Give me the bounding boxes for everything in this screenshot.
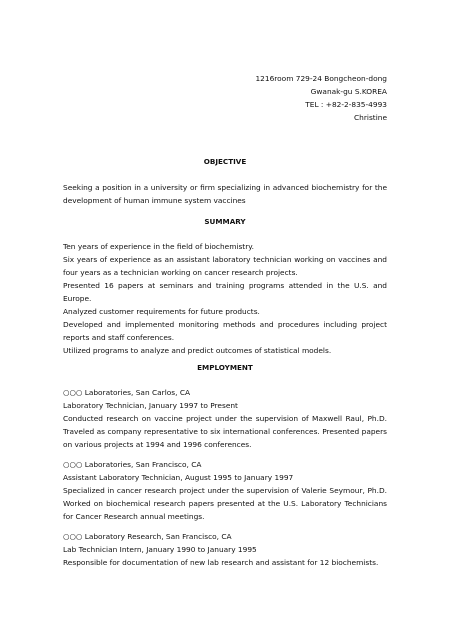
summary-item: Developed and implemented monitoring methods and procedures including project reports and staff conferences. xyxy=(63,320,387,342)
summary-section xyxy=(63,240,387,357)
employment-heading: EMPLOYMENT xyxy=(197,363,253,372)
job-description: Specialized in cancer research project under the supervision of Valerie Seymour, Ph.D. Worked on biochemical research papers presented at the U.S. Laboratory Technicians for Cancer Research annual meetings. xyxy=(63,486,387,521)
employment-entry xyxy=(63,530,387,569)
job-title: Laboratory Technician, January 1997 to Present xyxy=(63,401,238,410)
job-title: Lab Technician Intern, January 1990 to January 1995 xyxy=(63,545,257,554)
summary-item: Six years of experience as an assistant laboratory technician working on vaccines and four years as a technician working on cancer research projects. xyxy=(63,255,387,277)
employment-entry xyxy=(63,458,387,523)
summary-heading: SUMMARY xyxy=(204,217,246,226)
objective-section xyxy=(63,181,387,207)
job-description: Conducted research on vaccine project under the supervision of Maxwell Raul, Ph.D. Traveled as company representative to six international conferences. Presented papers on various projects at 1994 and 1996 conferences. xyxy=(63,414,387,449)
telephone: TEL : +82-2-835-4993 xyxy=(305,100,387,109)
summary-item: Ten years of experience in the field of biochemistry. xyxy=(63,242,254,251)
objective-heading: OBJECTIVE xyxy=(203,157,247,166)
summary-item: Presented 16 papers at seminars and training programs attended in the U.S. and Europe. xyxy=(63,281,387,303)
contact-block xyxy=(255,72,387,124)
employer: ○○○ Laboratory Research, San Francisco, CA xyxy=(63,532,232,541)
applicant-name: Christine xyxy=(354,113,387,122)
address-district: Gwanak-gu S.KOREA xyxy=(310,87,387,96)
address-street: 1216room 729-24 Bongcheon-dong xyxy=(255,74,387,83)
employer: ○○○ Laboratories, San Carlos, CA xyxy=(63,388,191,397)
objective-text: Seeking a position in a university or firm specializing in advanced biochemistry for the development of human immune system vaccines xyxy=(63,183,387,205)
employer: ○○○ Laboratories, San Francisco, CA xyxy=(63,460,202,469)
job-title: Assistant Laboratory Technician, August 1995 to January 1997 xyxy=(63,473,294,482)
employment-entry xyxy=(63,386,387,451)
summary-item: Analyzed customer requirements for future products. xyxy=(63,307,260,316)
summary-item: Utilized programs to analyze and predict outcomes of statistical models. xyxy=(63,346,332,355)
job-description: Responsible for documentation of new lab research and assistant for 12 biochemists. xyxy=(63,558,379,567)
